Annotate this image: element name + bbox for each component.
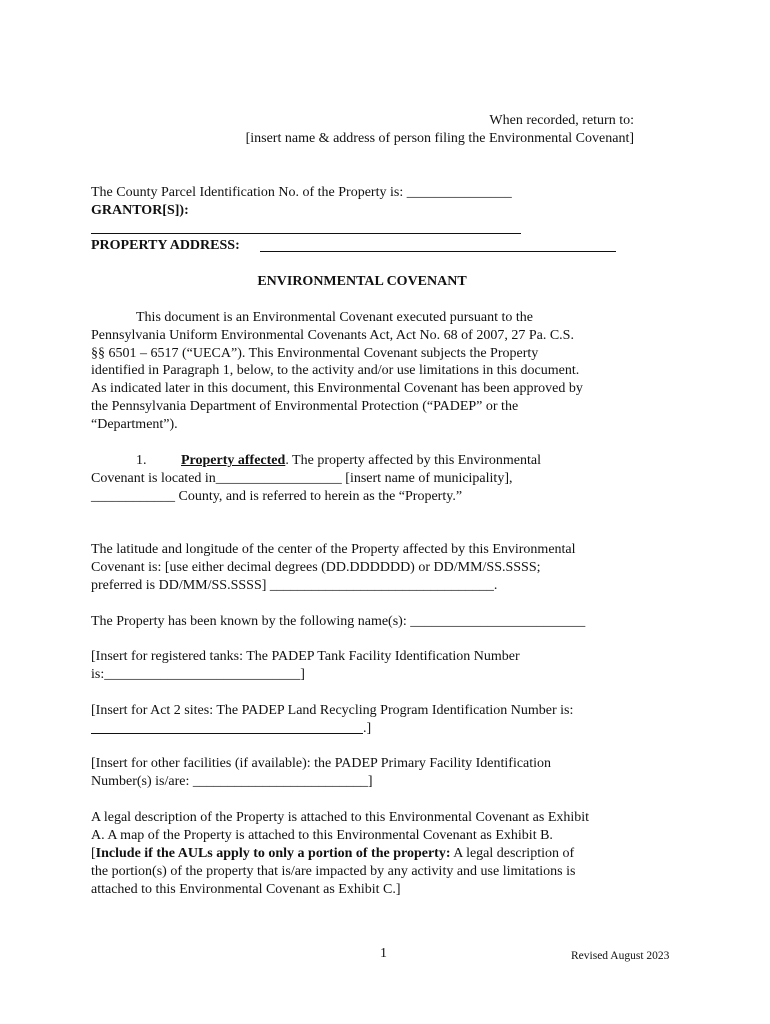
return-to-detail: [insert name & address of person filing the Environmental Covenant] [245, 131, 634, 146]
section-1-line-1 [181, 452, 541, 470]
latlong-line-2: Covenant is: [use either decimal degrees (DD.DDDDDD) or DD/MM/SS.SSSS; [91, 560, 541, 575]
grantor-label: GRANTOR[S]): [91, 203, 189, 218]
document-title: ENVIRONMENTAL COVENANT [257, 274, 467, 289]
act2-underline [91, 733, 363, 734]
act2-line-2-end: .] [363, 721, 372, 736]
other-facilities-line-2: Number(s) is/are: _________________________] [91, 774, 373, 789]
legal-line-3 [91, 845, 574, 863]
other-facilities-line-1: [Insert for other facilities (if available): the PADEP Primary Facility Identification [91, 756, 552, 771]
return-to-label: When recorded, return to: [489, 113, 634, 128]
intro-line-2: Pennsylvania Uniform Environmental Covenants Act, Act No. 68 of 2007, 27 Pa. C.S. [91, 328, 574, 343]
property-address-underline [260, 251, 616, 252]
latlong-line-3: preferred is DD/MM/SS.SSSS] ________________________________. [91, 578, 498, 593]
section-1-number: 1. [136, 453, 147, 468]
section-1-line-1-rest: . The property affected by this Environmental [285, 453, 541, 468]
legal-line-4: the portion(s) of the property that is/are impacted by any activity and use limitations is [91, 864, 576, 879]
legal-line-2: A. A map of the Property is attached to this Environmental Covenant as Exhibit B. [91, 828, 553, 843]
tanks-line-1: [Insert for registered tanks: The PADEP Tank Facility Identification Number [91, 649, 520, 664]
legal-line-3-open: [ [91, 846, 96, 861]
intro-line-3: §§ 6501 – 6517 (“UECA”). This Environmental Covenant subjects the Property [91, 346, 539, 361]
property-address-label: PROPERTY ADDRESS: [91, 238, 240, 253]
intro-line-7: “Department”). [91, 417, 178, 432]
legal-line-5: attached to this Environmental Covenant as Exhibit C.] [91, 882, 401, 897]
legal-line-3-rest: A legal description of [450, 846, 575, 861]
tanks-line-2: is:____________________________] [91, 667, 305, 682]
page-number: 1 [380, 946, 387, 961]
grantor-underline [91, 233, 521, 234]
section-1-line-2: Covenant is located in__________________ [insert name of municipality], [91, 471, 513, 486]
intro-line-4: identified in Paragraph 1, below, to the activity and/or use limitations in this document. [91, 363, 580, 378]
latlong-line-1: The latitude and longitude of the center of the Property affected by this Environmental [91, 542, 576, 557]
intro-line-1: This document is an Environmental Covenant executed pursuant to the [136, 310, 533, 325]
parcel-id-line: The County Parcel Identification No. of the Property is: _______________ [91, 185, 512, 200]
legal-line-1: A legal description of the Property is attached to this Environmental Covenant as Exhibit [91, 810, 590, 825]
revised-date: Revised August 2023 [571, 950, 670, 962]
act2-line-1: [Insert for Act 2 sites: The PADEP Land Recycling Program Identification Number is: [91, 703, 574, 718]
section-1-line-3: ____________ County, and is referred to herein as the “Property.” [91, 489, 463, 504]
known-names-line: The Property has been known by the following name(s): _________________________ [91, 614, 586, 629]
legal-line-3-bold: Include if the AULs apply to only a portion of the property: [95, 846, 451, 861]
section-1-heading: Property affected [181, 453, 286, 468]
intro-line-5: As indicated later in this document, this Environmental Covenant has been approved by [91, 381, 583, 396]
intro-line-6: the Pennsylvania Department of Environmental Protection (“PADEP” or the [91, 399, 519, 414]
